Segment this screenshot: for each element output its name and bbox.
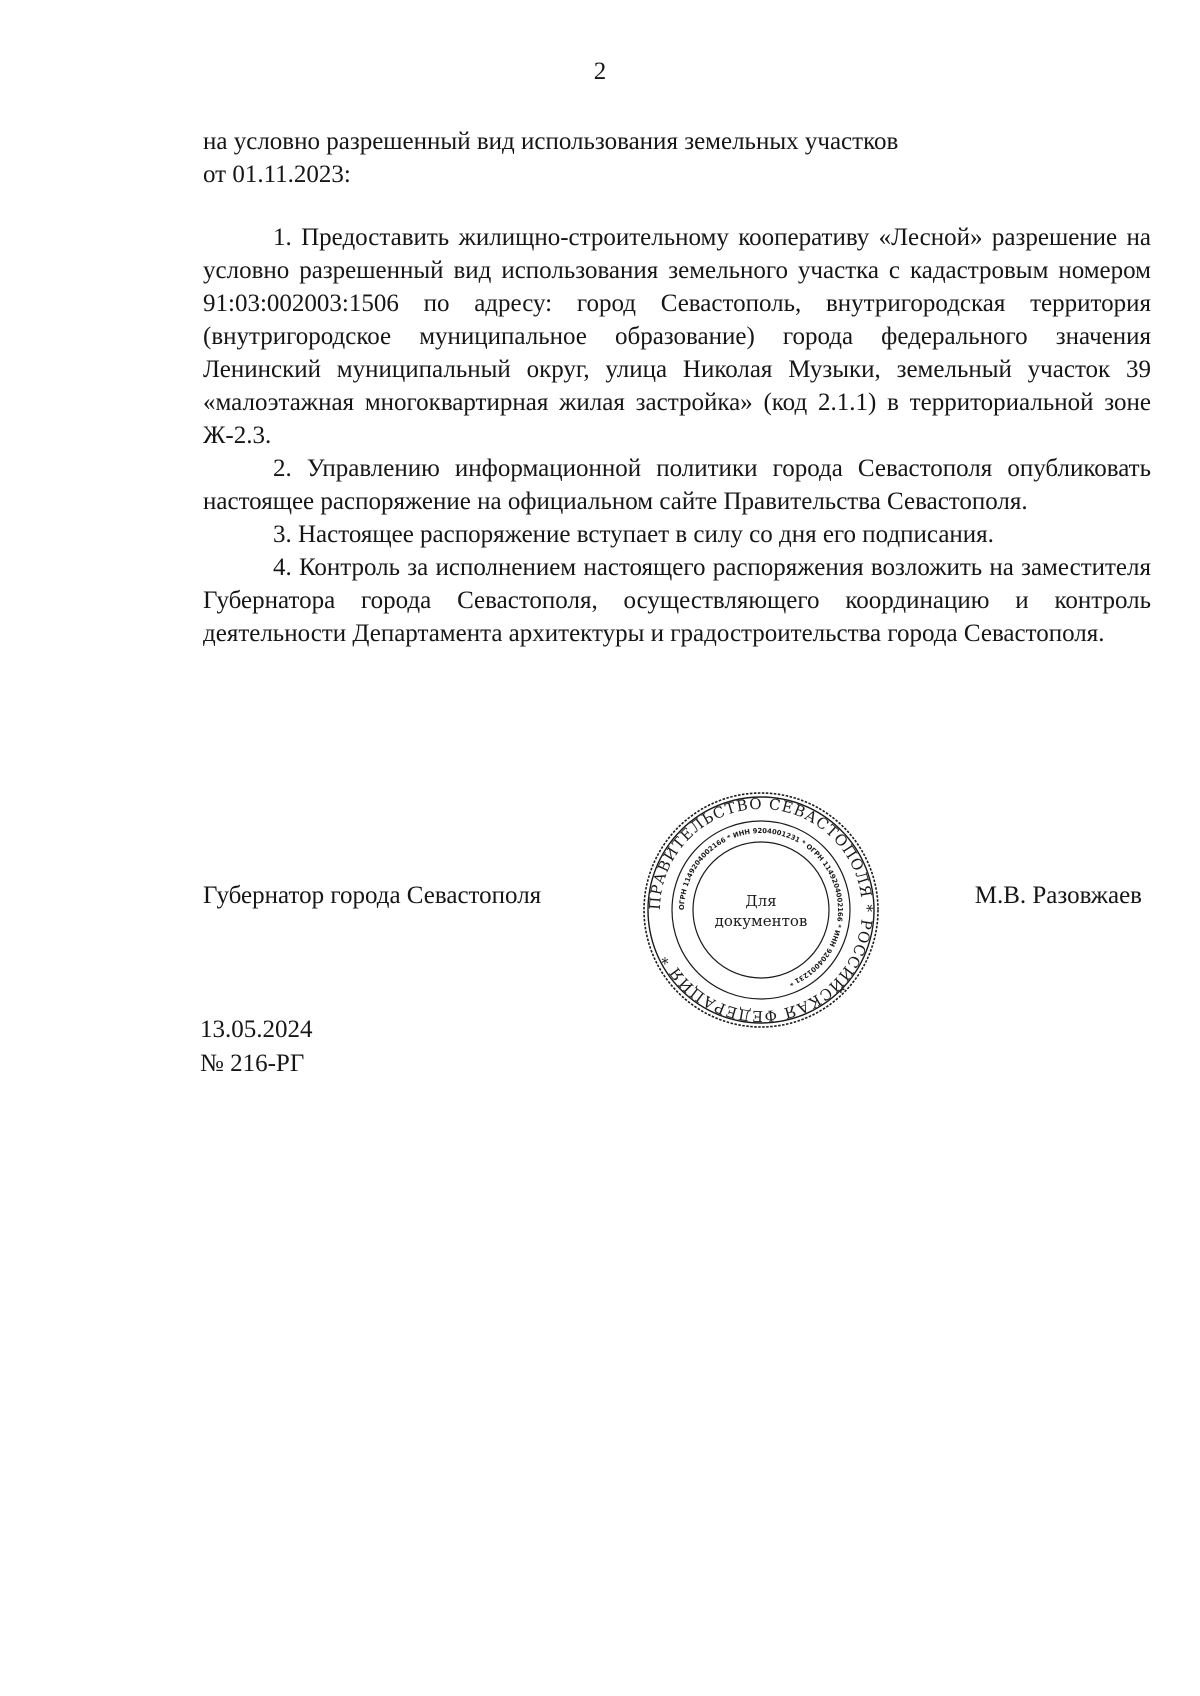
paragraph-1: 1. Предоставить жилищно-строительному кооперативу «Лесной» разрешение на условно разрешенный вид использования земельного участка с кадастровым номером 91:03:002003:1506 по адресу: город Севастополь, внутригородская территория (внутригородское муниципальное образование) города федерального значения Ленинский муниципальный округ, улица Николая Музыки, земельный участок 39 «малоэтажная многоквартирная жилая застройка» (код 2.1.1) в территориальной зоне Ж-2.3.	[203, 224, 1151, 449]
intro-line-2: от 01.11.2023:	[203, 161, 351, 188]
intro-line: на условно разрешенный вид использования земельных участков	[203, 128, 899, 155]
document-number: № 216-РГ	[200, 1050, 305, 1077]
paragraph-4: 4. Контроль за исполнением настоящего распоряжения возложить на заместителя Губернатора города Севастополя, осуществляющего координацию и контроль деятельности Департамента архитектуры и градостроительства города Севастополя.	[203, 554, 1151, 647]
seal-center-line-1: Для	[745, 892, 777, 910]
document-date-number	[200, 1013, 313, 1081]
document-date: 13.05.2024	[200, 1016, 313, 1043]
signatory-title: Губернатор города Севастополя	[203, 882, 542, 909]
paragraph-gap	[203, 191, 1151, 221]
page-number: 2	[593, 58, 607, 85]
seal-center-line-2: документов	[714, 912, 808, 930]
document-body	[203, 125, 1151, 650]
signatory-name: М.В. Разовжаев	[974, 882, 1142, 909]
seal-outer-text: ПРАВИТЕЛЬСТВО СЕВАСТОПОЛЯ * РОССИЙСКАЯ ФЕДЕРАЦИЯ *	[645, 794, 877, 1026]
official-seal	[641, 790, 881, 1030]
seal-inner-text: ОГРН 1149204002166 * ИНН 9204001231 * ОГРН 1149204002166 * ИНН 9204001231 *	[677, 826, 845, 988]
paragraph-2: 2. Управлению информационной политики города Севастополя опубликовать настоящее распоряжение на официальном сайте Правительства Севастополя.	[203, 455, 1151, 515]
paragraph-3: 3. Настоящее распоряжение вступает в силу со дня его подписания.	[273, 521, 994, 548]
